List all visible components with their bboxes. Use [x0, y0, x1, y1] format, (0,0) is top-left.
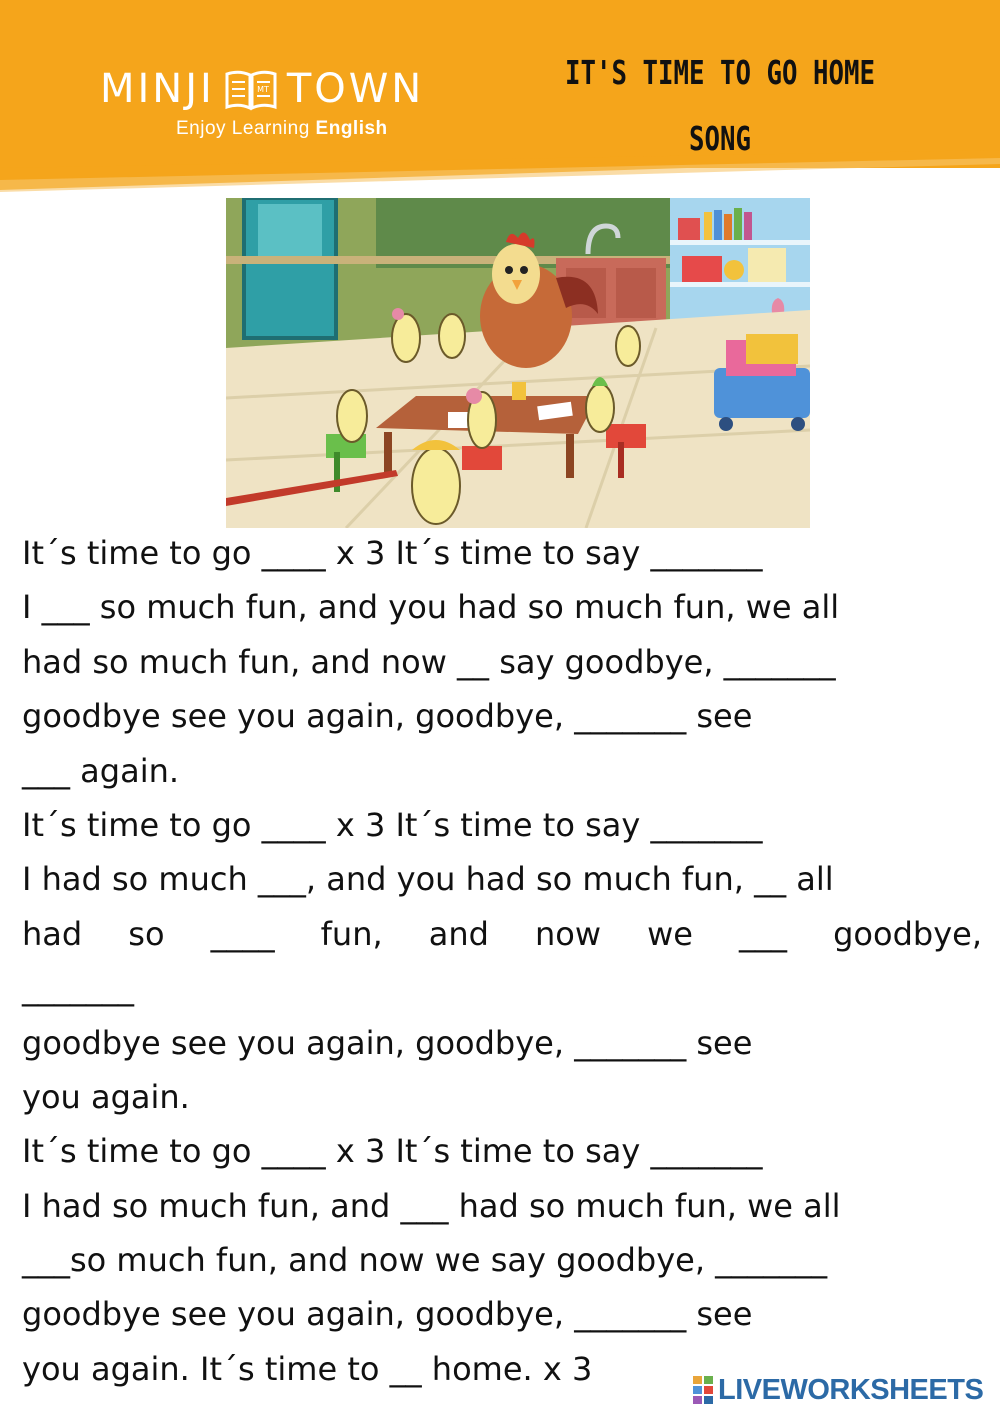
lyrics-block: [22, 526, 982, 1396]
brand-right-word: TOWN: [286, 66, 425, 112]
lyric-line-9: _______: [22, 969, 134, 1008]
brand-left-word: MINJI: [100, 66, 215, 112]
lyric-line-6: It´s time to go ____ x 3 It´s time to say _______: [22, 805, 763, 844]
book-badge: MT: [256, 85, 269, 94]
liveworksheets-icon: [692, 1375, 714, 1405]
lyric-line-5: ___ again.: [22, 751, 180, 790]
open-book-icon: [223, 66, 279, 112]
tagline: [176, 118, 388, 140]
lyric-line-8: had so ____ fun, and now we ___ goodbye,: [22, 914, 982, 953]
lyric-line-15: goodbye see you again, goodbye, _______ see: [22, 1295, 753, 1334]
brand-logo: [100, 62, 480, 152]
lyric-line-3: had so much fun, and now __ say goodbye, _______: [22, 642, 836, 681]
tagline-bold: English: [315, 118, 388, 139]
classroom-chicks-illustration: [226, 198, 810, 528]
tagline-prefix: Enjoy Learning: [176, 118, 316, 139]
lyric-line-14: ___so much fun, and now we say goodbye, _______: [22, 1241, 828, 1280]
liveworksheets-logo[interactable]: [692, 1372, 983, 1408]
song-title-line2: SONG: [688, 119, 751, 158]
lyric-line-2: I ___ so much fun, and you had so much fun, we all: [22, 588, 840, 627]
liveworksheets-text: LIVEWORKSHEETS: [718, 1373, 984, 1406]
lyric-line-12: It´s time to go ____ x 3 It´s time to say _______: [22, 1132, 763, 1171]
song-title: [564, 40, 876, 172]
lyric-line-16: you again. It´s time to __ home. x 3: [22, 1349, 593, 1388]
lyric-line-11: you again.: [22, 1077, 190, 1116]
song-title-line1: IT'S TIME TO GO HOME: [565, 53, 875, 92]
lyric-line-10: goodbye see you again, goodbye, _______ see: [22, 1023, 753, 1062]
lyric-line-7: I had so much ___, and you had so much fun, __ all: [22, 860, 834, 899]
lyric-line-1: It´s time to go ____ x 3 It´s time to say _______: [22, 534, 763, 572]
lyric-line-4: goodbye see you again, goodbye, _______ see: [22, 697, 753, 736]
lyric-line-13: I had so much fun, and ___ had so much fun, we all: [22, 1186, 841, 1225]
